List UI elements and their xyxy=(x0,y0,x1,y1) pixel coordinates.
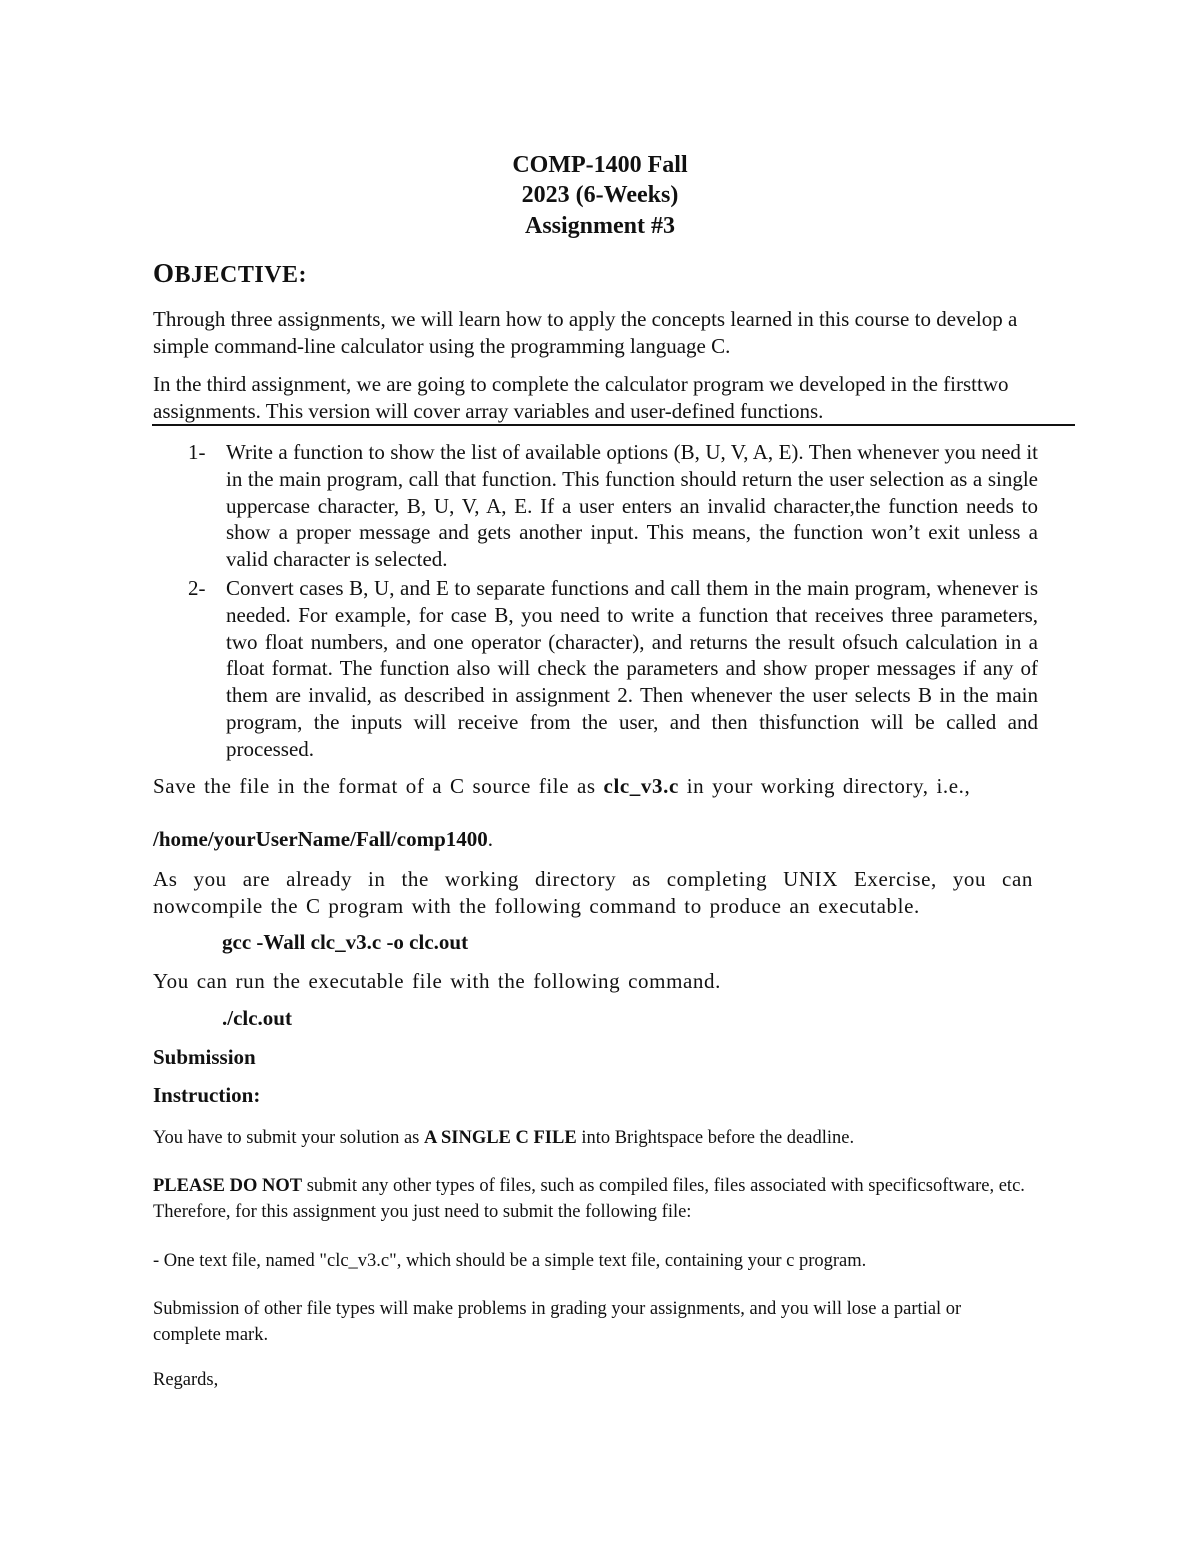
submission-heading: Submission xyxy=(153,1045,256,1069)
run-instructions: You can run the executable file with the following command. xyxy=(153,969,721,993)
section-divider xyxy=(152,424,1075,426)
objective-initial: O xyxy=(153,258,175,288)
intro-paragraph-1: Through three assignments, we will learn how to apply the concepts learned in this course to develop a simple command-line calculator using the programming language C. xyxy=(153,307,1018,358)
source-filename: clc_v3.c xyxy=(603,774,679,798)
intro-paragraph-2: In the third assignment, we are going to complete the calculator program we developed in the firsttwo assignments. This version will cover array variables and user-defined functions. xyxy=(153,372,1009,423)
instruction-heading: Instruction: xyxy=(153,1083,261,1107)
task-text: Write a function to show the list of available options (B, U, V, A, E). Then whenever you need it in the main program, call that function. This function should return the user selection as a single uppercase character, B, U, V, A, E. If a user enters an invalid character,the function needs to show a proper message and gets another input. This means, the function won’t exit unless a valid character is selected. xyxy=(226,440,1038,572)
run-command: ./clc.out xyxy=(222,1006,292,1030)
directory-path: /home/yourUserName/Fall/comp1400 xyxy=(153,827,488,851)
submission-paragraph-1 xyxy=(153,1125,1033,1151)
task-number: 1- xyxy=(188,440,206,464)
course-title: COMP-1400 Fall xyxy=(512,152,688,178)
term-title: 2023 (6-Weeks) xyxy=(521,182,679,208)
objective-heading xyxy=(153,258,307,290)
submission-paragraph-2 xyxy=(153,1173,1033,1225)
task-item-2 xyxy=(188,575,1038,763)
compile-instructions: As you are already in the working directory as completing UNIX Exercise, you can nowcompile the C program with the following command to produce an executable. xyxy=(153,867,1033,918)
compile-command: gcc -Wall clc_v3.c -o clc.out xyxy=(222,930,469,954)
path-period: . xyxy=(487,827,494,851)
submission-text-end: into Brightspace before the deadline. xyxy=(576,1128,855,1148)
submission-text: submit any other types of files, such as compiled files, files associated with specificsoftware, etc. Therefore, for this assignment you just need to submit the following file: xyxy=(153,1176,1025,1222)
task-text: Convert cases B, U, and E to separate functions and call them in the main program, whenever is needed. For example, for case B, you need to write a function that receives three parameters, two float numbers, and one operator (character), and returns the result ofsuch calculation in a float format. The function also will check the parameters and show proper messages if any of them are invalid, as described in assignment 2. Then whenever the user selects B in the main program, the inputs will receive from the user, and then thisfunction will be called and processed. xyxy=(226,576,1038,761)
objective-rest: BJECTIVE: xyxy=(174,262,308,288)
do-not-emphasis: PLEASE DO NOT xyxy=(153,1176,303,1196)
submission-paragraph-3: - One text file, named "clc_v3.c", which should be a simple text file, containing your c program. xyxy=(153,1251,867,1271)
save-instructions xyxy=(153,773,1033,800)
save-text-end: in your working directory, i.e., xyxy=(678,774,971,798)
task-item-1 xyxy=(188,439,1038,573)
single-file-emphasis: A SINGLE C FILE xyxy=(424,1128,577,1148)
working-directory xyxy=(153,826,1033,853)
save-text: Save the file in the format of a C source file as xyxy=(153,774,604,798)
assignment-title: Assignment #3 xyxy=(524,213,675,239)
submission-text: You have to submit your solution as xyxy=(153,1128,425,1148)
closing: Regards, xyxy=(153,1370,219,1390)
submission-paragraph-4: Submission of other file types will make problems in grading your assignments, and you will lose a partial or complete mark. xyxy=(153,1299,962,1345)
task-number: 2- xyxy=(188,576,206,600)
